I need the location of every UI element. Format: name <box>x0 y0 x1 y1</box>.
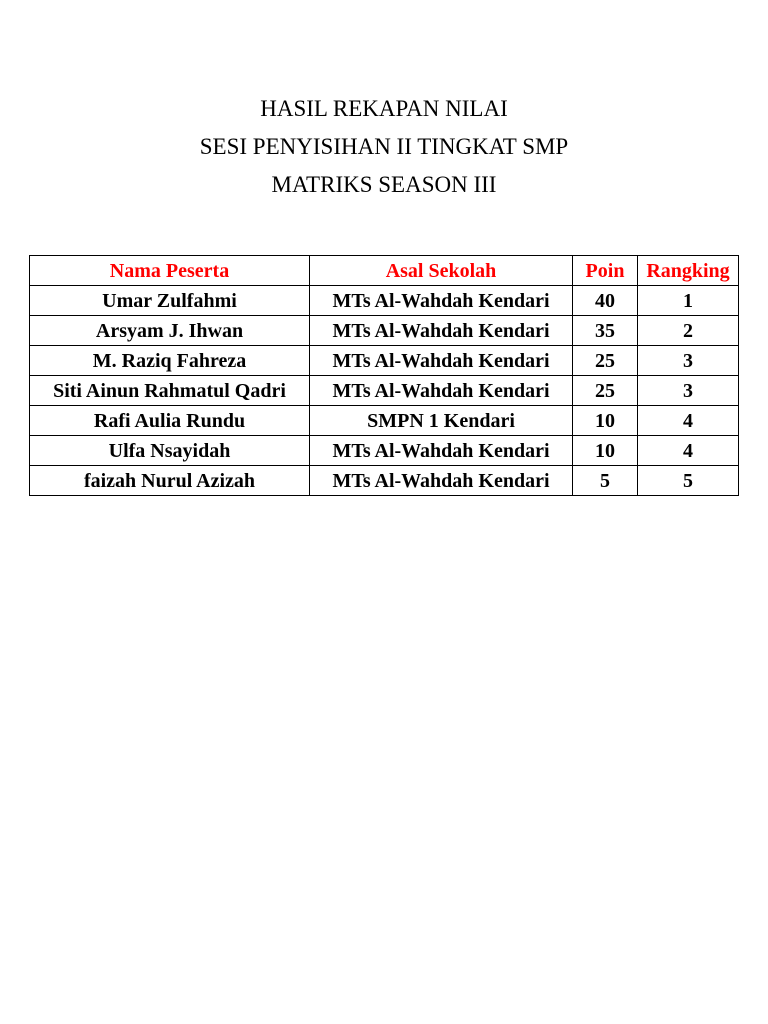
cell-sekolah: SMPN 1 Kendari <box>310 406 573 436</box>
header-poin: Poin <box>573 256 638 286</box>
cell-rangking: 4 <box>638 436 739 466</box>
cell-sekolah: MTs Al-Wahdah Kendari <box>310 376 573 406</box>
cell-rangking: 5 <box>638 466 739 496</box>
table-row <box>30 436 739 466</box>
cell-nama: M. Raziq Fahreza <box>30 346 310 376</box>
cell-poin: 25 <box>573 376 638 406</box>
title-line-2: SESI PENYISIHAN II TINGKAT SMP <box>199 134 569 159</box>
cell-nama: Ulfa Nsayidah <box>30 436 310 466</box>
cell-nama: faizah Nurul Azizah <box>30 466 310 496</box>
cell-poin: 35 <box>573 316 638 346</box>
results-table <box>29 255 739 496</box>
table-row <box>30 316 739 346</box>
cell-rangking: 3 <box>638 376 739 406</box>
cell-sekolah: MTs Al-Wahdah Kendari <box>310 346 573 376</box>
cell-poin: 25 <box>573 346 638 376</box>
title-line-3: MATRIKS SEASON III <box>271 172 497 197</box>
table-row <box>30 376 739 406</box>
cell-poin: 5 <box>573 466 638 496</box>
header-asal-sekolah: Asal Sekolah <box>310 256 573 286</box>
table-row <box>30 406 739 436</box>
cell-rangking: 1 <box>638 286 739 316</box>
header-rangking: Rangking <box>638 256 739 286</box>
cell-nama: Siti Ainun Rahmatul Qadri <box>30 376 310 406</box>
cell-sekolah: MTs Al-Wahdah Kendari <box>310 286 573 316</box>
table-row <box>30 346 739 376</box>
cell-sekolah: MTs Al-Wahdah Kendari <box>310 436 573 466</box>
cell-sekolah: MTs Al-Wahdah Kendari <box>310 316 573 346</box>
table-row <box>30 286 739 316</box>
cell-rangking: 3 <box>638 346 739 376</box>
cell-nama: Rafi Aulia Rundu <box>30 406 310 436</box>
cell-poin: 10 <box>573 436 638 466</box>
cell-rangking: 2 <box>638 316 739 346</box>
title-line-1: HASIL REKAPAN NILAI <box>260 96 508 121</box>
cell-poin: 40 <box>573 286 638 316</box>
table-header-row <box>30 256 739 286</box>
cell-rangking: 4 <box>638 406 739 436</box>
document-title <box>0 90 768 204</box>
cell-nama: Arsyam J. Ihwan <box>30 316 310 346</box>
cell-poin: 10 <box>573 406 638 436</box>
cell-nama: Umar Zulfahmi <box>30 286 310 316</box>
table-row <box>30 466 739 496</box>
header-nama-peserta: Nama Peserta <box>30 256 310 286</box>
cell-sekolah: MTs Al-Wahdah Kendari <box>310 466 573 496</box>
